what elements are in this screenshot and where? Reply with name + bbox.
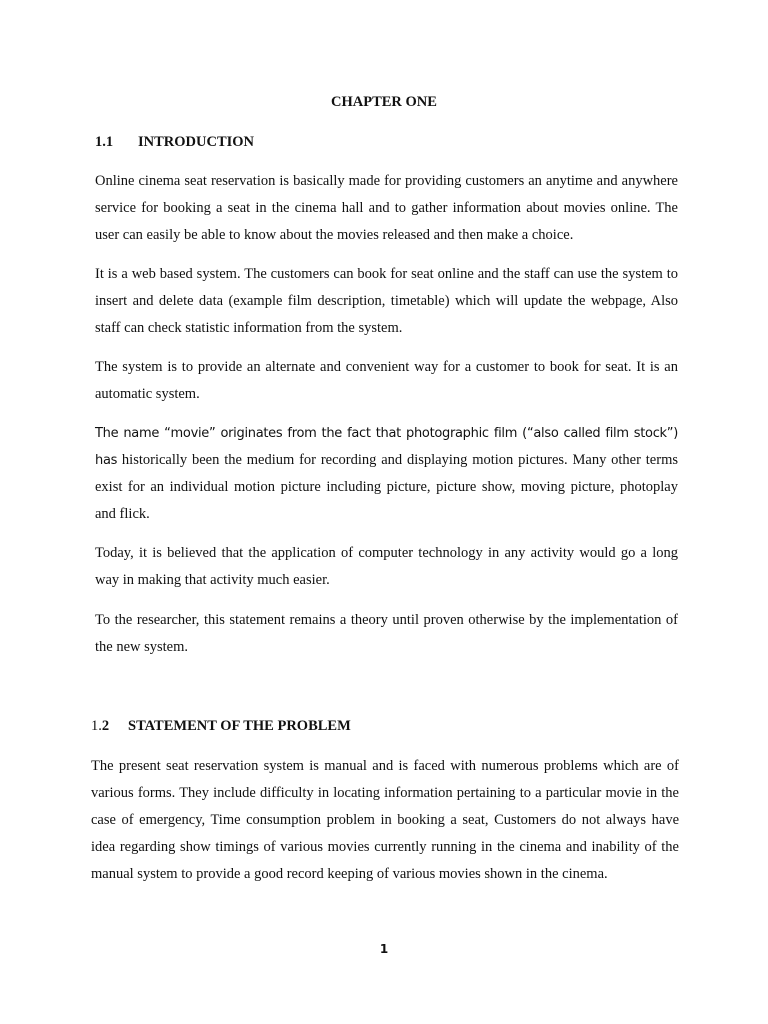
section-number-prefix: 1. — [91, 718, 102, 734]
paragraph-rest-text: historically been the medium for recording and displaying motion pictures. Many other terms exist for an individual motion picture including picture, picture show, moving picture, photoplay and flick. — [95, 452, 678, 522]
intro-paragraph-1: Online cinema seat reservation is basically made for providing customers an anytime and anywhere service for booking a seat in the cinema hall and to gather information about movies online. The user can easily be able to know about the movies released and then make a choice. — [95, 173, 678, 243]
section-number — [91, 716, 128, 736]
section-number-suffix: 2 — [101, 718, 110, 734]
intro-paragraph-2: It is a web based system. The customers can book for seat online and the staff can use the system to insert and delete data (example film description, timetable) which will update the webpage, Also staff can check statistic information from the system. — [95, 266, 678, 336]
problem-paragraph-1: The present seat reservation system is manual and is faced with numerous problems which are of various forms. They include difficulty in locating information pertaining to a particular movie in the case of emergency, Time consumption problem in booking a seat, Customers do not always have idea regarding show timings of various movies currently running in the cinema and inability of the manual system to provide a good record keeping of various movies shown in the cinema. — [91, 758, 679, 882]
section-heading-introduction — [95, 132, 254, 152]
intro-paragraph-4 — [95, 420, 678, 528]
intro-paragraph-5: Today, it is believed that the application of computer technology in any activity would go a long way in making that activity much easier. — [95, 545, 678, 588]
section-number: 1.1 — [95, 134, 114, 150]
intro-paragraph-3: The system is to provide an alternate and convenient way for a customer to book for seat. It is an automatic system. — [95, 359, 678, 402]
chapter-title: CHAPTER ONE — [331, 94, 437, 110]
section-title: INTRODUCTION — [138, 134, 255, 150]
intro-paragraph-6: To the researcher, this statement remains a theory until proven otherwise by the implementation of the new system. — [95, 612, 678, 655]
section-title: STATEMENT OF THE PROBLEM — [128, 718, 351, 734]
section-heading-statement-of-problem — [91, 716, 351, 736]
paragraph-lead-text: The name “movie” originates from the fact that photographic film (“also called film stock”) has — [95, 426, 678, 468]
page-number: 1 — [379, 942, 389, 956]
